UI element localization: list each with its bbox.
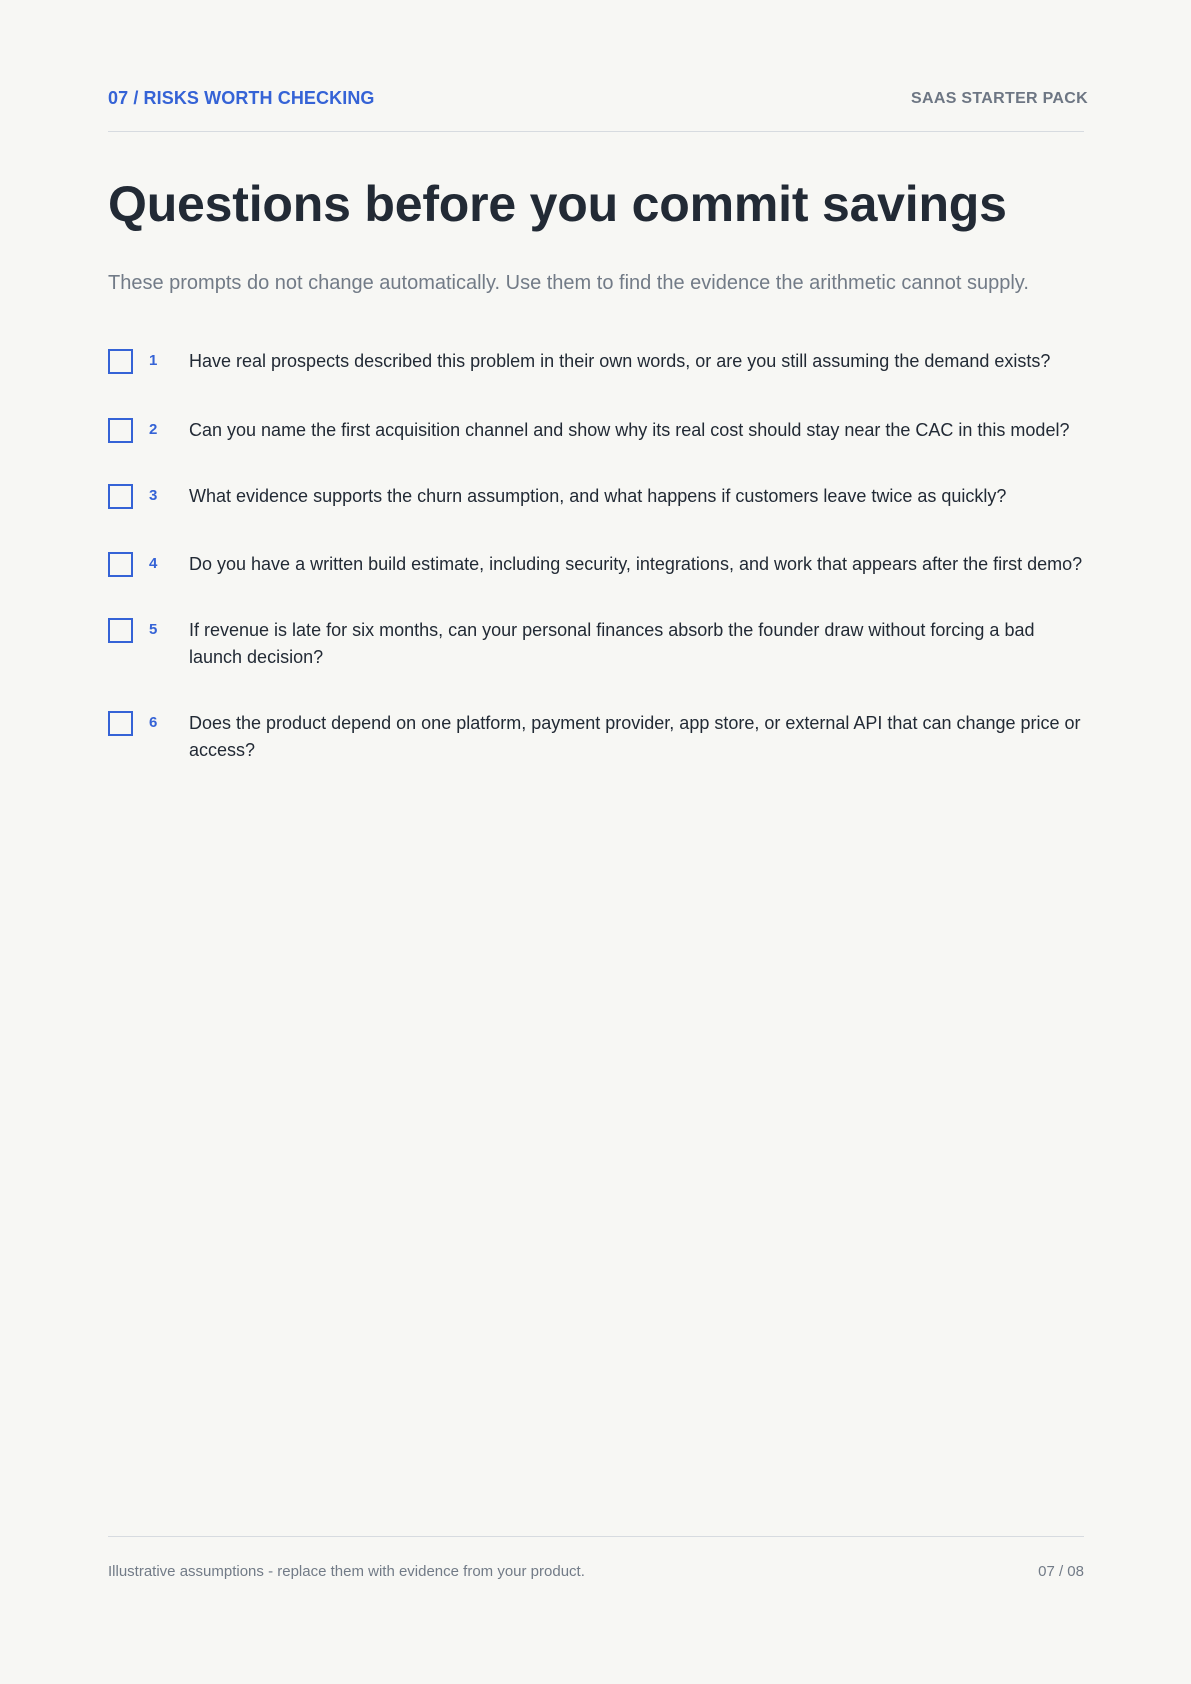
question-text: What evidence supports the churn assumption, and what happens if customers leave twice as quickly?: [189, 486, 1007, 506]
question-checkbox-3[interactable]: [108, 484, 133, 509]
question-number: 1: [149, 352, 158, 369]
question-item: [108, 710, 1084, 763]
question-text: Does the product depend on one platform, payment provider, app store, or external API that can change price or access?: [189, 713, 1081, 760]
section-label: 07 / RISKS WORTH CHECKING: [108, 88, 375, 108]
footer-divider: [108, 1536, 1084, 1537]
question-text: Have real prospects described this problem in their own words, or are you still assuming the demand exists?: [189, 351, 1051, 371]
question-text: Do you have a written build estimate, including security, integrations, and work that appears after the first demo?: [189, 553, 1083, 574]
question-number: 5: [149, 621, 158, 638]
brand-label: SAAS STARTER PACK: [911, 90, 1088, 107]
question-checkbox-4[interactable]: [108, 552, 133, 577]
page-number: 07 / 08: [1038, 1563, 1084, 1580]
question-item: [108, 551, 1084, 578]
question-item: [108, 348, 1084, 375]
question-checkbox-1[interactable]: [108, 349, 133, 374]
page-subtitle: These prompts do not change automatically. Use them to find the evidence the arithmetic cannot supply.: [108, 272, 1029, 294]
question-number: 4: [149, 554, 158, 572]
document-page: [108, 0, 1088, 1684]
question-checkbox-2[interactable]: [108, 418, 133, 443]
page-title: Questions before you commit savings: [108, 176, 1007, 232]
question-item: [108, 617, 1084, 670]
page-header: [108, 86, 1088, 132]
question-text: Can you name the first acquisition channel and show why its real cost should stay near the CAC in this model?: [189, 419, 1070, 440]
question-item: [108, 483, 1084, 510]
question-number: 2: [149, 420, 158, 438]
question-number: 6: [149, 714, 158, 731]
question-item: [108, 417, 1084, 444]
question-checkbox-5[interactable]: [108, 618, 133, 643]
question-number: 3: [149, 487, 158, 504]
question-list: [108, 348, 1084, 763]
footer-note: Illustrative assumptions - replace them with evidence from your product.: [108, 1563, 585, 1580]
question-checkbox-6[interactable]: [108, 711, 133, 736]
question-text: If revenue is late for six months, can your personal finances absorb the founder draw without forcing a bad launch decision?: [189, 620, 1035, 667]
